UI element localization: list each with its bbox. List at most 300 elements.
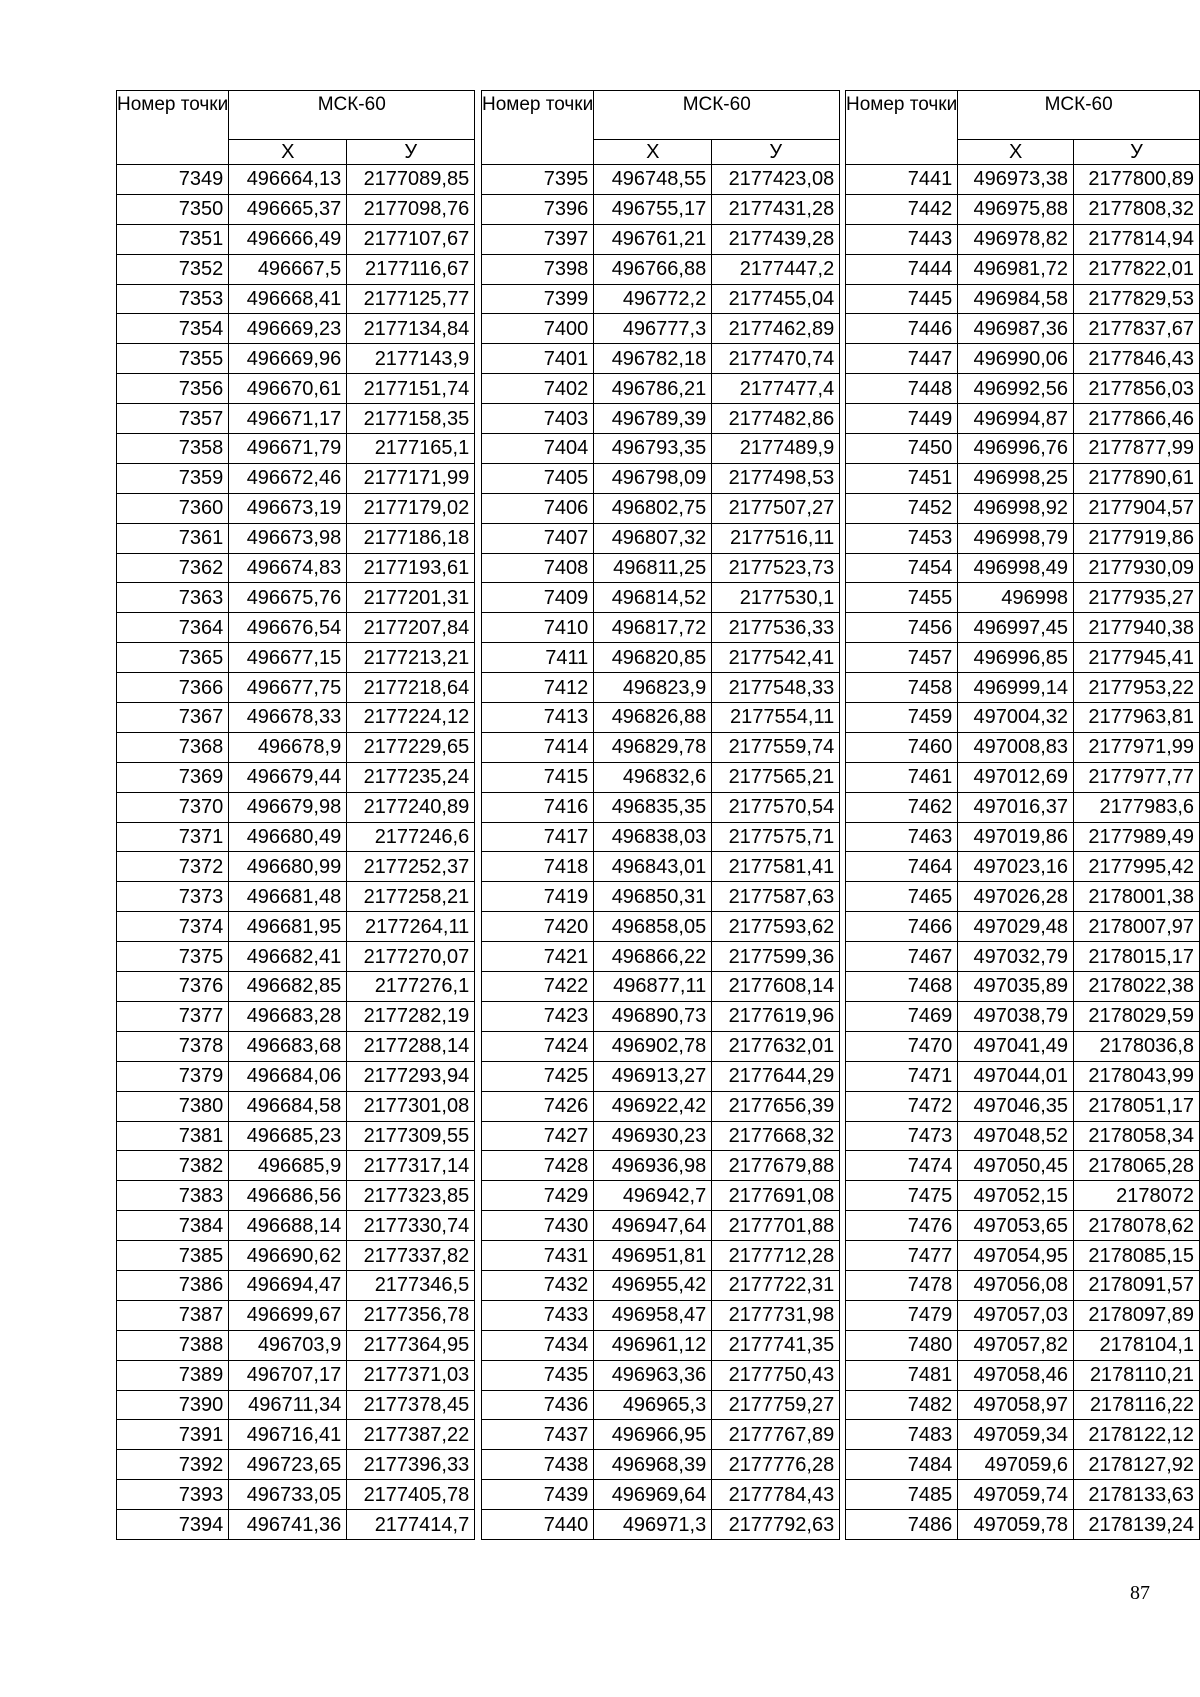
y-coordinate-cell: 2177632,01 (712, 1031, 840, 1061)
point-number-cell: 7459 (846, 703, 958, 733)
point-number-cell: 7436 (482, 1390, 594, 1420)
y-coordinate-cell: 2177224,12 (347, 703, 475, 733)
table-row (117, 224, 475, 254)
table-row (117, 583, 475, 613)
y-coordinate-cell: 2177447,2 (712, 254, 840, 284)
table-row (482, 165, 840, 195)
point-number-cell: 7399 (482, 284, 594, 314)
y-coordinate-cell: 2177405,78 (347, 1480, 475, 1510)
y-coordinate-cell: 2177371,03 (347, 1360, 475, 1390)
table-row (482, 792, 840, 822)
table-row (117, 1300, 475, 1330)
point-number-header: Номер точки (846, 91, 958, 165)
x-coordinate-cell: 496955,42 (594, 1270, 712, 1300)
x-coordinate-cell: 496685,23 (229, 1121, 347, 1151)
x-coordinate-cell: 497059,34 (958, 1420, 1074, 1450)
table-row (117, 643, 475, 673)
point-number-cell: 7444 (846, 254, 958, 284)
x-coordinate-cell: 496772,2 (594, 284, 712, 314)
y-coordinate-cell: 2177656,39 (712, 1091, 840, 1121)
point-number-cell: 7403 (482, 404, 594, 434)
x-coordinate-cell: 496998,92 (958, 493, 1074, 523)
table-row (482, 254, 840, 284)
table-row (117, 1450, 475, 1480)
point-number-cell: 7361 (117, 523, 229, 553)
point-number-cell: 7438 (482, 1450, 594, 1480)
y-coordinate-cell: 2177837,67 (1074, 314, 1200, 344)
y-coordinate-cell: 2178022,38 (1074, 972, 1200, 1002)
y-coordinate-cell: 2177935,27 (1074, 583, 1200, 613)
y-coordinate-cell: 2177530,1 (712, 583, 840, 613)
table-row (846, 523, 1200, 553)
x-coordinate-cell: 496798,09 (594, 463, 712, 493)
point-number-cell: 7402 (482, 374, 594, 404)
y-coordinate-cell: 2177134,84 (347, 314, 475, 344)
x-coordinate-cell: 496679,98 (229, 792, 347, 822)
x-coordinate-cell: 496930,23 (594, 1121, 712, 1151)
table-row (846, 224, 1200, 254)
y-coordinate-cell: 2177439,28 (712, 224, 840, 254)
point-number-cell: 7486 (846, 1510, 958, 1540)
table-row (117, 1001, 475, 1031)
y-coordinate-cell: 2178015,17 (1074, 942, 1200, 972)
table-row (117, 284, 475, 314)
y-coordinate-cell: 2177179,02 (347, 493, 475, 523)
point-number-cell: 7407 (482, 523, 594, 553)
x-coordinate-cell: 496832,6 (594, 762, 712, 792)
x-coordinate-cell: 496683,68 (229, 1031, 347, 1061)
point-number-cell: 7363 (117, 583, 229, 613)
y-coordinate-cell: 2177995,42 (1074, 852, 1200, 882)
point-number-cell: 7443 (846, 224, 958, 254)
y-coordinate-cell: 2177731,98 (712, 1300, 840, 1330)
table-row (117, 852, 475, 882)
point-number-cell: 7419 (482, 882, 594, 912)
x-coordinate-cell: 496681,48 (229, 882, 347, 912)
point-number-cell: 7439 (482, 1480, 594, 1510)
table-row (482, 374, 840, 404)
point-number-cell: 7458 (846, 673, 958, 703)
table-row (482, 523, 840, 553)
y-coordinate-cell: 2177264,11 (347, 912, 475, 942)
y-coordinate-cell: 2177246,6 (347, 822, 475, 852)
x-coordinate-cell: 496942,7 (594, 1181, 712, 1211)
table-row (482, 1390, 840, 1420)
y-coordinate-cell: 2177983,6 (1074, 792, 1200, 822)
y-coordinate-cell: 2177644,29 (712, 1061, 840, 1091)
y-coordinate-cell: 2177235,24 (347, 762, 475, 792)
y-column-header: У (1074, 140, 1200, 165)
point-number-cell: 7388 (117, 1330, 229, 1360)
x-coordinate-cell: 496786,21 (594, 374, 712, 404)
x-coordinate-cell: 496947,64 (594, 1211, 712, 1241)
point-number-cell: 7449 (846, 404, 958, 434)
table-row (846, 972, 1200, 1002)
point-number-cell: 7406 (482, 493, 594, 523)
point-number-cell: 7434 (482, 1330, 594, 1360)
table-row (482, 673, 840, 703)
point-number-cell: 7450 (846, 434, 958, 464)
point-number-cell: 7372 (117, 852, 229, 882)
y-coordinate-cell: 2178116,22 (1074, 1390, 1200, 1420)
table-row (117, 673, 475, 703)
point-number-cell: 7384 (117, 1211, 229, 1241)
x-coordinate-cell: 496670,61 (229, 374, 347, 404)
y-coordinate-cell: 2177346,5 (347, 1270, 475, 1300)
y-coordinate-cell: 2178122,12 (1074, 1420, 1200, 1450)
table-row (846, 1360, 1200, 1390)
point-number-cell: 7382 (117, 1151, 229, 1181)
x-coordinate-cell: 496984,58 (958, 284, 1074, 314)
y-coordinate-cell: 2177945,41 (1074, 643, 1200, 673)
y-coordinate-cell: 2177387,22 (347, 1420, 475, 1450)
y-coordinate-cell: 2177498,53 (712, 463, 840, 493)
table-row (117, 165, 475, 195)
x-coordinate-cell: 496793,35 (594, 434, 712, 464)
y-coordinate-cell: 2177554,11 (712, 703, 840, 733)
x-coordinate-cell: 496673,19 (229, 493, 347, 523)
x-coordinate-cell: 496998,49 (958, 553, 1074, 583)
table-row (846, 1480, 1200, 1510)
table-row (482, 1330, 840, 1360)
point-number-cell: 7454 (846, 553, 958, 583)
x-coordinate-cell: 496998,25 (958, 463, 1074, 493)
y-coordinate-cell: 2177523,73 (712, 553, 840, 583)
y-coordinate-cell: 2177953,22 (1074, 673, 1200, 703)
point-number-cell: 7476 (846, 1211, 958, 1241)
table-row (482, 404, 840, 434)
y-coordinate-cell: 2177158,35 (347, 404, 475, 434)
table-row (482, 194, 840, 224)
x-coordinate-cell: 497052,15 (958, 1181, 1074, 1211)
point-number-cell: 7447 (846, 344, 958, 374)
y-coordinate-cell: 2178091,57 (1074, 1270, 1200, 1300)
y-coordinate-cell: 2177337,82 (347, 1241, 475, 1271)
x-coordinate-cell: 496680,99 (229, 852, 347, 882)
point-number-cell: 7421 (482, 942, 594, 972)
table-row (846, 1300, 1200, 1330)
table-row (846, 1001, 1200, 1031)
x-coordinate-cell: 497004,32 (958, 703, 1074, 733)
y-coordinate-cell: 2177808,32 (1074, 194, 1200, 224)
table-row (482, 1151, 840, 1181)
x-coordinate-cell: 496777,3 (594, 314, 712, 344)
x-coordinate-cell: 496996,85 (958, 643, 1074, 673)
page-number: 87 (1130, 1582, 1150, 1604)
table-row (482, 703, 840, 733)
table-row (117, 1091, 475, 1121)
point-number-cell: 7356 (117, 374, 229, 404)
x-coordinate-cell: 497041,49 (958, 1031, 1074, 1061)
point-number-cell: 7480 (846, 1330, 958, 1360)
point-number-cell: 7353 (117, 284, 229, 314)
y-coordinate-cell: 2178104,1 (1074, 1330, 1200, 1360)
point-number-cell: 7481 (846, 1360, 958, 1390)
point-number-cell: 7405 (482, 463, 594, 493)
table-row (117, 942, 475, 972)
x-coordinate-cell: 496978,82 (958, 224, 1074, 254)
table-row (482, 1211, 840, 1241)
table-row (117, 762, 475, 792)
point-number-cell: 7473 (846, 1121, 958, 1151)
point-number-cell: 7452 (846, 493, 958, 523)
table-row (117, 732, 475, 762)
point-number-cell: 7468 (846, 972, 958, 1002)
table-row (482, 613, 840, 643)
y-coordinate-cell: 2177462,89 (712, 314, 840, 344)
point-number-cell: 7366 (117, 673, 229, 703)
point-number-cell: 7349 (117, 165, 229, 195)
point-number-cell: 7398 (482, 254, 594, 284)
coordinate-system-header: МСК-60 (958, 91, 1200, 140)
point-number-cell: 7364 (117, 613, 229, 643)
point-number-cell: 7420 (482, 912, 594, 942)
x-coordinate-cell: 496755,17 (594, 194, 712, 224)
table-row (846, 912, 1200, 942)
point-number-cell: 7474 (846, 1151, 958, 1181)
point-number-cell: 7470 (846, 1031, 958, 1061)
x-coordinate-cell: 496669,96 (229, 344, 347, 374)
point-number-cell: 7379 (117, 1061, 229, 1091)
y-coordinate-cell: 2178029,59 (1074, 1001, 1200, 1031)
point-number-cell: 7412 (482, 673, 594, 703)
point-number-cell: 7461 (846, 762, 958, 792)
point-number-cell: 7432 (482, 1270, 594, 1300)
table-row (846, 1330, 1200, 1360)
table-row (482, 762, 840, 792)
point-number-cell: 7359 (117, 463, 229, 493)
point-number-cell: 7394 (117, 1510, 229, 1540)
point-number-cell: 7392 (117, 1450, 229, 1480)
y-coordinate-cell: 2177098,76 (347, 194, 475, 224)
point-number-cell: 7360 (117, 493, 229, 523)
table-row (482, 1091, 840, 1121)
y-coordinate-cell: 2178139,24 (1074, 1510, 1200, 1540)
table-row (482, 224, 840, 254)
table-row (117, 882, 475, 912)
point-number-cell: 7358 (117, 434, 229, 464)
point-number-cell: 7422 (482, 972, 594, 1002)
x-coordinate-cell: 497023,16 (958, 852, 1074, 882)
point-number-cell: 7381 (117, 1121, 229, 1151)
point-number-cell: 7464 (846, 852, 958, 882)
table-row (482, 1061, 840, 1091)
table-row (117, 1151, 475, 1181)
point-number-cell: 7357 (117, 404, 229, 434)
x-coordinate-cell: 496668,41 (229, 284, 347, 314)
y-coordinate-cell: 2177767,89 (712, 1420, 840, 1450)
x-coordinate-cell: 496998,79 (958, 523, 1074, 553)
table-row (117, 523, 475, 553)
table-row (482, 972, 840, 1002)
table-row (846, 404, 1200, 434)
point-number-cell: 7413 (482, 703, 594, 733)
table-row (482, 344, 840, 374)
table-row (846, 703, 1200, 733)
table-row (482, 1420, 840, 1450)
x-coordinate-cell: 496866,22 (594, 942, 712, 972)
point-number-cell: 7393 (117, 1480, 229, 1510)
x-coordinate-cell: 496996,76 (958, 434, 1074, 464)
x-coordinate-cell: 496858,05 (594, 912, 712, 942)
x-coordinate-cell: 497008,83 (958, 732, 1074, 762)
x-coordinate-cell: 496958,47 (594, 1300, 712, 1330)
y-coordinate-cell: 2177477,4 (712, 374, 840, 404)
point-number-cell: 7410 (482, 613, 594, 643)
table-row (846, 493, 1200, 523)
table-row (482, 1241, 840, 1271)
x-coordinate-cell: 496678,33 (229, 703, 347, 733)
table-row (846, 1151, 1200, 1181)
y-coordinate-cell: 2177701,88 (712, 1211, 840, 1241)
x-coordinate-cell: 496671,17 (229, 404, 347, 434)
point-number-cell: 7370 (117, 792, 229, 822)
y-coordinate-cell: 2177792,63 (712, 1510, 840, 1540)
point-number-cell: 7440 (482, 1510, 594, 1540)
x-coordinate-cell: 497054,95 (958, 1241, 1074, 1271)
x-coordinate-cell: 496829,78 (594, 732, 712, 762)
y-coordinate-cell: 2178043,99 (1074, 1061, 1200, 1091)
x-coordinate-cell: 496902,78 (594, 1031, 712, 1061)
point-number-cell: 7373 (117, 882, 229, 912)
point-number-cell: 7409 (482, 583, 594, 613)
y-coordinate-cell: 2178036,8 (1074, 1031, 1200, 1061)
point-number-cell: 7471 (846, 1061, 958, 1091)
table-row (117, 1360, 475, 1390)
x-coordinate-cell: 496969,64 (594, 1480, 712, 1510)
x-coordinate-cell: 496838,03 (594, 822, 712, 852)
x-coordinate-cell: 496835,35 (594, 792, 712, 822)
y-coordinate-cell: 2177201,31 (347, 583, 475, 613)
y-coordinate-cell: 2177151,74 (347, 374, 475, 404)
y-coordinate-cell: 2177930,09 (1074, 553, 1200, 583)
point-number-cell: 7451 (846, 463, 958, 493)
y-coordinate-cell: 2177293,94 (347, 1061, 475, 1091)
x-coordinate-cell: 496951,81 (594, 1241, 712, 1271)
table-row (482, 822, 840, 852)
x-coordinate-cell: 496682,85 (229, 972, 347, 1002)
table-row (117, 344, 475, 374)
y-coordinate-cell: 2177691,08 (712, 1181, 840, 1211)
y-coordinate-cell: 2177125,77 (347, 284, 475, 314)
x-coordinate-cell: 496961,12 (594, 1330, 712, 1360)
point-number-cell: 7478 (846, 1270, 958, 1300)
table-row (846, 1510, 1200, 1540)
table-row (482, 553, 840, 583)
point-number-cell: 7367 (117, 703, 229, 733)
table-row (117, 912, 475, 942)
table-row (846, 434, 1200, 464)
table-row (846, 583, 1200, 613)
y-coordinate-cell: 2177668,32 (712, 1121, 840, 1151)
point-number-cell: 7433 (482, 1300, 594, 1330)
x-coordinate-cell: 496703,9 (229, 1330, 347, 1360)
x-coordinate-cell: 497056,08 (958, 1270, 1074, 1300)
coord-table-body (846, 165, 1200, 1540)
y-column-header: У (347, 140, 475, 165)
y-coordinate-cell: 2177750,43 (712, 1360, 840, 1390)
point-number-cell: 7445 (846, 284, 958, 314)
table-row (117, 1181, 475, 1211)
table-row (846, 942, 1200, 972)
x-coordinate-cell: 496733,05 (229, 1480, 347, 1510)
point-number-cell: 7465 (846, 882, 958, 912)
point-number-cell: 7423 (482, 1001, 594, 1031)
y-coordinate-cell: 2177240,89 (347, 792, 475, 822)
x-coordinate-cell: 496971,3 (594, 1510, 712, 1540)
point-number-cell: 7467 (846, 942, 958, 972)
y-coordinate-cell: 2177581,41 (712, 852, 840, 882)
y-coordinate-cell: 2177971,99 (1074, 732, 1200, 762)
y-coordinate-cell: 2177330,74 (347, 1211, 475, 1241)
table-row (482, 1450, 840, 1480)
x-coordinate-cell: 497044,01 (958, 1061, 1074, 1091)
y-coordinate-cell: 2177963,81 (1074, 703, 1200, 733)
table-row (482, 1031, 840, 1061)
y-coordinate-cell: 2177252,37 (347, 852, 475, 882)
table-row (482, 912, 840, 942)
table-row (846, 1061, 1200, 1091)
y-coordinate-cell: 2178133,63 (1074, 1480, 1200, 1510)
table-row (482, 882, 840, 912)
y-coordinate-cell: 2178065,28 (1074, 1151, 1200, 1181)
y-coordinate-cell: 2177829,53 (1074, 284, 1200, 314)
y-coordinate-cell: 2177542,41 (712, 643, 840, 673)
y-coordinate-cell: 2177207,84 (347, 613, 475, 643)
y-coordinate-cell: 2177599,36 (712, 942, 840, 972)
point-number-cell: 7466 (846, 912, 958, 942)
x-coordinate-cell: 496711,34 (229, 1390, 347, 1420)
x-coordinate-cell: 496968,39 (594, 1450, 712, 1480)
point-number-cell: 7350 (117, 194, 229, 224)
table-row (117, 553, 475, 583)
point-number-cell: 7368 (117, 732, 229, 762)
y-coordinate-cell: 2177800,89 (1074, 165, 1200, 195)
x-coordinate-cell: 496936,98 (594, 1151, 712, 1181)
x-coordinate-cell: 497012,69 (958, 762, 1074, 792)
y-coordinate-cell: 2177258,21 (347, 882, 475, 912)
y-coordinate-cell: 2177814,94 (1074, 224, 1200, 254)
table-row (482, 463, 840, 493)
x-column-header: X (958, 140, 1074, 165)
table-row (117, 314, 475, 344)
point-number-cell: 7431 (482, 1241, 594, 1271)
x-coordinate-cell: 496826,88 (594, 703, 712, 733)
point-number-cell: 7374 (117, 912, 229, 942)
table-row (482, 493, 840, 523)
table-row (117, 1480, 475, 1510)
table-row (482, 1270, 840, 1300)
y-coordinate-cell: 2178078,62 (1074, 1211, 1200, 1241)
point-number-cell: 7482 (846, 1390, 958, 1420)
table-row (117, 1061, 475, 1091)
point-number-cell: 7383 (117, 1181, 229, 1211)
x-coordinate-cell: 497026,28 (958, 882, 1074, 912)
point-number-cell: 7369 (117, 762, 229, 792)
y-coordinate-cell: 2177575,71 (712, 822, 840, 852)
x-coordinate-cell: 496678,9 (229, 732, 347, 762)
point-number-cell: 7354 (117, 314, 229, 344)
x-coordinate-cell: 496677,15 (229, 643, 347, 673)
x-coordinate-cell: 496723,65 (229, 1450, 347, 1480)
table-row (482, 1181, 840, 1211)
y-coordinate-cell: 2177784,43 (712, 1480, 840, 1510)
point-number-cell: 7380 (117, 1091, 229, 1121)
y-coordinate-cell: 2177193,61 (347, 553, 475, 583)
point-number-cell: 7475 (846, 1181, 958, 1211)
table-row (846, 374, 1200, 404)
y-coordinate-cell: 2177414,7 (347, 1510, 475, 1540)
